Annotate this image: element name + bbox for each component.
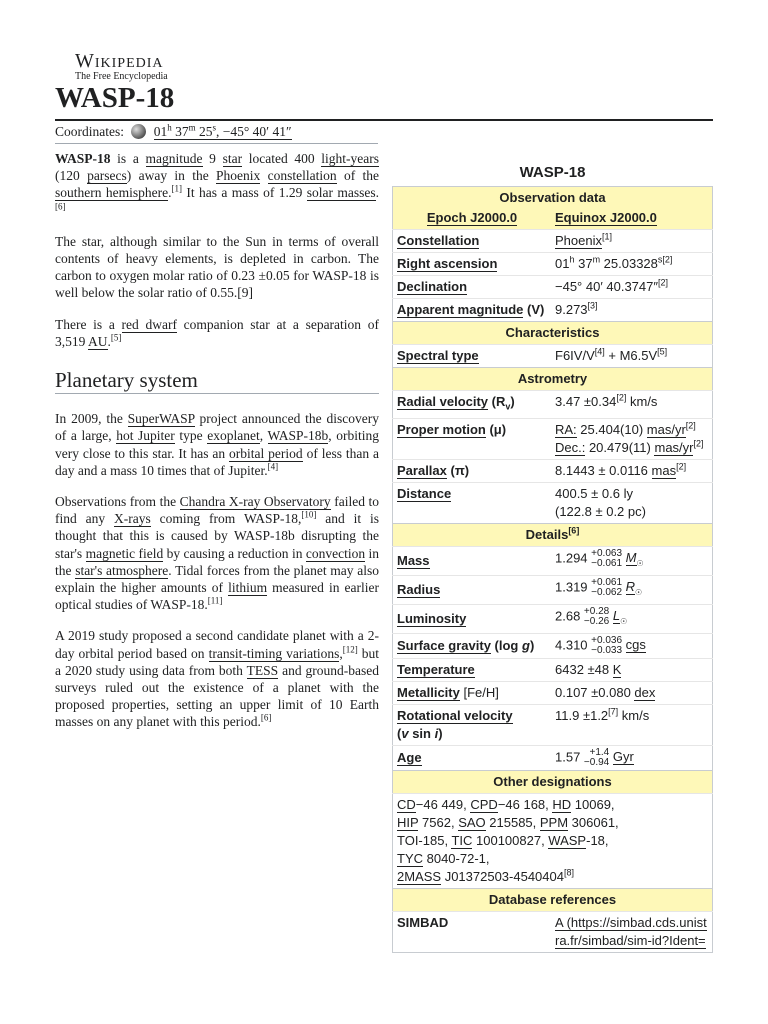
link-tess[interactable]: TESS [246, 662, 279, 678]
globe-icon[interactable] [131, 124, 146, 139]
link-wasp-18b[interactable]: WASP-18b [267, 428, 329, 444]
equinox-link[interactable]: Equinox J2000.0 [551, 207, 713, 230]
row-right-ascension: Right ascension 01$^h$ 37$^m$ $25.03328^{s[2]}$ [393, 253, 713, 276]
link-superwasp[interactable]: SuperWASP [127, 411, 195, 427]
link-southern-hemisphere[interactable]: southern hemisphere [55, 185, 169, 201]
paragraph-chandra: Observations from the Chandra X-ray Observatory failed to find any X-rays coming from WASP-18,[10] and it is thought that this is caused by WASP-18b disrupting the star's magnetic field by causing a reduction in convection in the star's atmosphere. Tidal forces from the planet may also explain the higher amounts of lithium measured in earlier optical studies of WASP-18.[11] [55, 494, 379, 613]
epoch-link[interactable]: Epoch J2000.0 [393, 207, 552, 230]
row-parallax: Parallax (π) 8.1443 ± 0.0116 mas[2] [393, 459, 713, 482]
paragraph-composition: The star, although similar to the Sun in terms of overall contents of heavy elements, is depleted in carbon. The carbon to oxygen molar ratio of 0.23 ±0.05 for WASP-18 is well below the solar ratio of 0.55.[9] [55, 233, 379, 301]
infobox [392, 160, 713, 953]
row-simbad: SIMBAD A (https://simbad.cds.unist ra.fr/simbad/sim-id?Ident= [393, 911, 713, 952]
title-divider [55, 119, 713, 121]
link-stellar-atmosphere[interactable]: star's atmosphere [75, 562, 169, 578]
logo-tagline: The Free Encyclopedia [75, 71, 168, 82]
row-temperature: Temperature 6432 ±48 K [393, 658, 713, 681]
link-solar-masses[interactable]: solar masses [306, 185, 376, 201]
link-magnetic-field[interactable]: magnetic field [85, 545, 164, 561]
row-luminosity: Luminosity 2.68 +0.28 −0.26 $L_☉$ [393, 604, 713, 633]
link-constellation[interactable]: constellation [267, 168, 337, 184]
section-details: Details[6] [393, 523, 713, 546]
link-red-dwarf[interactable]: red dwarf [121, 316, 177, 332]
row-age: Age 1.57 +1.4 −0.94 Gyr [393, 745, 713, 770]
link-ttv[interactable]: transit-timing variations [208, 645, 340, 661]
row-rotational-velocity: Rotational velocity (v sin i) 11.9 ±1.2[7] km/s [393, 704, 713, 745]
row-spectral-type: Spectral type F6IV/V[4] + M6.5V[5] [393, 345, 713, 368]
link-convection[interactable]: convection [305, 545, 366, 561]
coordinates-divider [55, 143, 378, 144]
row-distance: Distance 400.5 ± 0.6 ly (122.8 ± 0.2 pc) [393, 482, 713, 523]
row-radial-velocity: Radial velocity $(R_v)$ 3.47 ±0.34[2] km/s [393, 391, 713, 419]
row-constellation: Constellation Phoenix[1] [393, 230, 713, 253]
row-designations: CD−46 449, CPD−46 168, HD 10069, HIP 7562, SAO 215585, PPM 306061, TOI-185, TIC 100100827, WASP-18, TYC 8040-72-1, 2MASS J01372503-4540404[8] [393, 793, 713, 888]
section-characteristics: Characteristics [393, 322, 713, 345]
row-apparent-magnitude: Apparent magnitude (V) 9.273[3] [393, 299, 713, 322]
link-chandra[interactable]: Chandra X-ray Observatory [179, 494, 331, 510]
link-star[interactable]: star [222, 151, 243, 166]
coordinates-value[interactable]: 01$^h$ 37$^m$ $25^s$, −45° 40′ 41″ [153, 122, 292, 139]
row-surface-gravity: Surface gravity (log g) 4.310 +0.036 −0.033 cgs [393, 633, 713, 658]
section-astrometry: Astrometry [393, 368, 713, 391]
article-body [55, 150, 379, 745]
paragraph-discovery: In 2009, the SuperWASP project announced the discovery of a large, hot Jupiter type exoplanet, WASP-18b, orbiting very close to this star. It has an orbital period of less than a day and a mass 10 times that of Jupiter.[4] [55, 411, 379, 478]
link-phoenix[interactable]: Phoenix [216, 168, 261, 184]
infobox-table [392, 186, 713, 953]
link-parsecs[interactable]: parsecs [87, 168, 127, 184]
row-metallicity: Metallicity [Fe/H] 0.107 ±0.080 dex [393, 681, 713, 704]
paragraph-intro: WASP-18 is a magnitude 9 star located 400 light-years (120 parsecs) away in the Phoenix constellation of the southern hemisphere.[1] It has a mass of 1.29 solar masses.[6] [55, 151, 380, 212]
wikipedia-logo[interactable] [75, 50, 168, 82]
page-title: WASP-18 [55, 82, 175, 114]
link-orbital-period[interactable]: orbital period [229, 445, 303, 461]
paragraph-companion: There is a red dwarf companion star at a separation of 3,519 AU.[5] [55, 316, 379, 349]
row-radius: Radius 1.319 +0.061 −0.062 $R_☉$ [393, 575, 713, 604]
logo-wordmark: Wikipedia [75, 50, 164, 72]
paragraph-2019-study: A 2019 study proposed a second candidate planet with a 2-day orbital period based on transit-timing variations,[12] but a 2020 study using data from both TESS and ground-based surveys ruled out the existence of a planet with the proposed properties, setting an upper limit of 10 Earth masses on any planet with this period.[6] [55, 628, 379, 730]
section-other-designations: Other designations [393, 770, 713, 793]
link-magnitude[interactable]: magnitude [145, 151, 203, 166]
coordinates [55, 124, 292, 140]
section-observation-data: Observation data [393, 187, 713, 208]
simbad-link[interactable]: A (https://simbad.cds.unist [555, 914, 707, 930]
infobox-title: WASP-18 [519, 164, 586, 181]
link-lithium[interactable]: lithium [228, 580, 268, 596]
link-light-years[interactable]: light-years [321, 151, 380, 166]
coordinates-label: Coordinates: [55, 124, 124, 139]
row-mass: Mass 1.294 +0.063 −0.061 $M_☉$ [393, 546, 713, 575]
link-exoplanet[interactable]: exoplanet [207, 428, 260, 444]
link-hot-jupiter[interactable]: hot Jupiter [116, 428, 175, 444]
row-declination: Declination −45° 40′ 40.3747″[2] [393, 276, 713, 299]
section-heading-planetary-system: Planetary system [55, 372, 379, 394]
row-proper-motion: Proper motion (μ) RA: 25.404(10) mas/yr[2] Dec.: 20.479(11) mas/yr[2] [393, 418, 713, 459]
link-au[interactable]: AU [88, 333, 108, 349]
link-x-rays[interactable]: X-rays [114, 511, 151, 527]
section-database-references: Database references [393, 888, 713, 911]
